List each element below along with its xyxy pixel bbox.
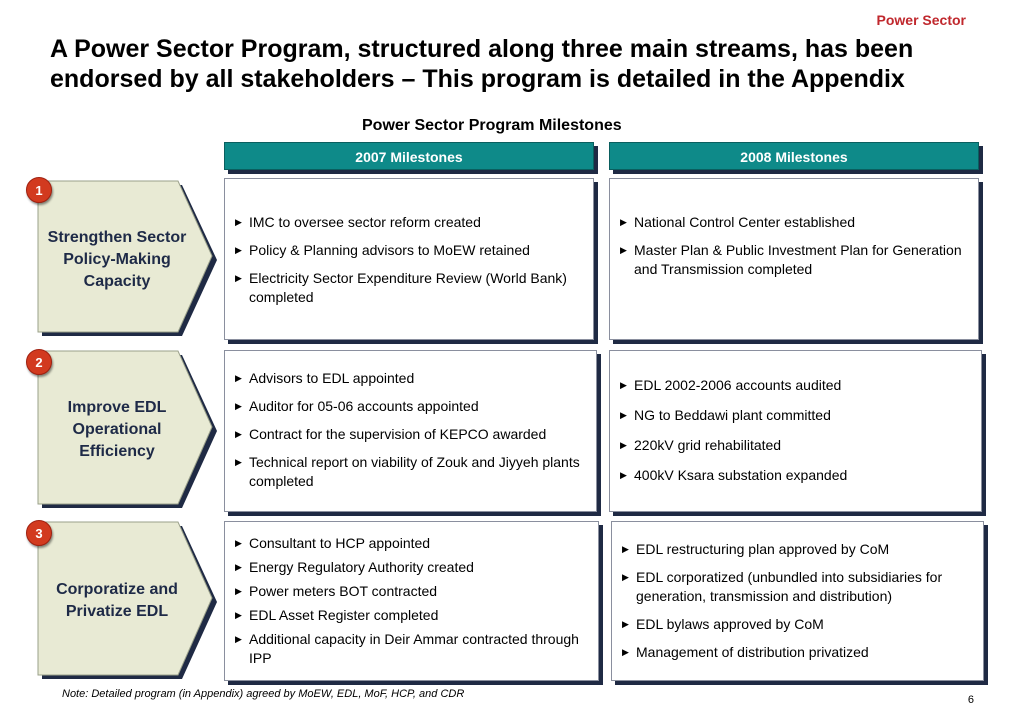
triangle-right-icon: ▶ [235, 457, 242, 467]
list-item: ▶ Policy & Planning advisors to MoEW retained [235, 242, 530, 258]
list-item: ▶ EDL restructuring plan approved by CoM [622, 541, 890, 557]
triangle-right-icon: ▶ [235, 538, 242, 548]
list-item: ▶ EDL 2002-2006 accounts audited [620, 377, 842, 393]
triangle-right-icon: ▶ [235, 610, 242, 620]
page-number: 6 [967, 694, 974, 706]
list-item: ▶ EDL Asset Register completed [235, 607, 439, 623]
footnote: Note: Detailed program (in Appendix) agreed by MoEW, EDL, MoF, HCP, and CDR [62, 688, 465, 700]
triangle-right-icon: ▶ [235, 373, 242, 383]
list-item: ▶ Additional capacity in Deir Ammar contracted through IPP [235, 631, 579, 666]
stream-2-2007-box [224, 350, 597, 512]
stream-3-number-badge: 3 [26, 520, 52, 546]
triangle-right-icon: ▶ [235, 586, 242, 596]
list-item: ▶ Power meters BOT contracted [235, 583, 438, 599]
list-item: ▶ Electricity Sector Expenditure Review (World Bank) completed [235, 270, 567, 305]
stream-2-number-badge: 2 [26, 349, 52, 375]
triangle-right-icon: ▶ [620, 470, 627, 480]
list-item: ▶ IMC to oversee sector reform created [235, 214, 481, 230]
stream-1-label: Strengthen Sector Policy-Making Capacity [47, 229, 187, 290]
triangle-right-icon: ▶ [235, 634, 242, 644]
list-item: ▶ Management of distribution privatized [622, 644, 869, 660]
triangle-right-icon: ▶ [235, 273, 242, 283]
stream-2-2008-box [609, 350, 982, 512]
list-item: ▶ Contract for the supervision of KEPCO awarded [235, 426, 547, 442]
triangle-right-icon: ▶ [235, 401, 242, 411]
triangle-right-icon: ▶ [622, 572, 629, 582]
triangle-right-icon: ▶ [622, 647, 629, 657]
list-item: ▶ Master Plan & Public Investment Plan for Generation and Transmission completed [620, 242, 962, 277]
column-header-2008: 2008 Milestones [609, 142, 979, 170]
list-item: ▶ National Control Center established [620, 214, 856, 230]
stream-1-number-badge: 1 [26, 177, 52, 203]
list-item: ▶ Consultant to HCP appointed [235, 535, 431, 551]
triangle-right-icon: ▶ [622, 619, 629, 629]
triangle-right-icon: ▶ [235, 429, 242, 439]
list-item: ▶ Advisors to EDL appointed [235, 370, 415, 386]
triangle-right-icon: ▶ [620, 245, 627, 255]
triangle-right-icon: ▶ [235, 562, 242, 572]
stream-2-chevron [37, 350, 217, 512]
triangle-right-icon: ▶ [620, 217, 627, 227]
list-item: ▶ 400kV Ksara substation expanded [620, 467, 848, 483]
list-item: ▶ Technical report on viability of Zouk and Jiyyeh plants completed [235, 454, 580, 489]
triangle-right-icon: ▶ [235, 217, 242, 227]
triangle-right-icon: ▶ [235, 245, 242, 255]
section-tag: Power Sector [876, 12, 966, 28]
page-title: A Power Sector Program, structured along three main streams, has been endorsed by all stakeholders – This program is detailed in the Appendix [50, 35, 914, 93]
stream-3-2007-box [224, 521, 599, 681]
list-item: ▶ Energy Regulatory Authority created [235, 559, 474, 575]
stream-2-label: Improve EDL Operational Efficiency [67, 399, 167, 460]
stream-3-chevron [37, 521, 217, 683]
triangle-right-icon: ▶ [620, 410, 627, 420]
stream-3-label: Corporatize and Privatize EDL [56, 581, 178, 620]
stream-3-2008-box [611, 521, 984, 681]
list-item: ▶ EDL corporatized (unbundled into subsidiaries for generation, transmission and distribution) [622, 569, 943, 604]
chart-subtitle: Power Sector Program Milestones [362, 117, 622, 134]
list-item: ▶ 220kV grid rehabilitated [620, 437, 782, 453]
list-item: ▶ EDL bylaws approved by CoM [622, 616, 824, 632]
triangle-right-icon: ▶ [620, 440, 627, 450]
triangle-right-icon: ▶ [622, 544, 629, 554]
list-item: ▶ Auditor for 05-06 accounts appointed [235, 398, 479, 414]
list-item: ▶ NG to Beddawi plant committed [620, 407, 831, 423]
column-header-2007: 2007 Milestones [224, 142, 594, 170]
stream-1-2008-box [609, 178, 979, 340]
stream-1-2007-box [224, 178, 594, 340]
stream-1-chevron [37, 180, 217, 340]
triangle-right-icon: ▶ [620, 380, 627, 390]
